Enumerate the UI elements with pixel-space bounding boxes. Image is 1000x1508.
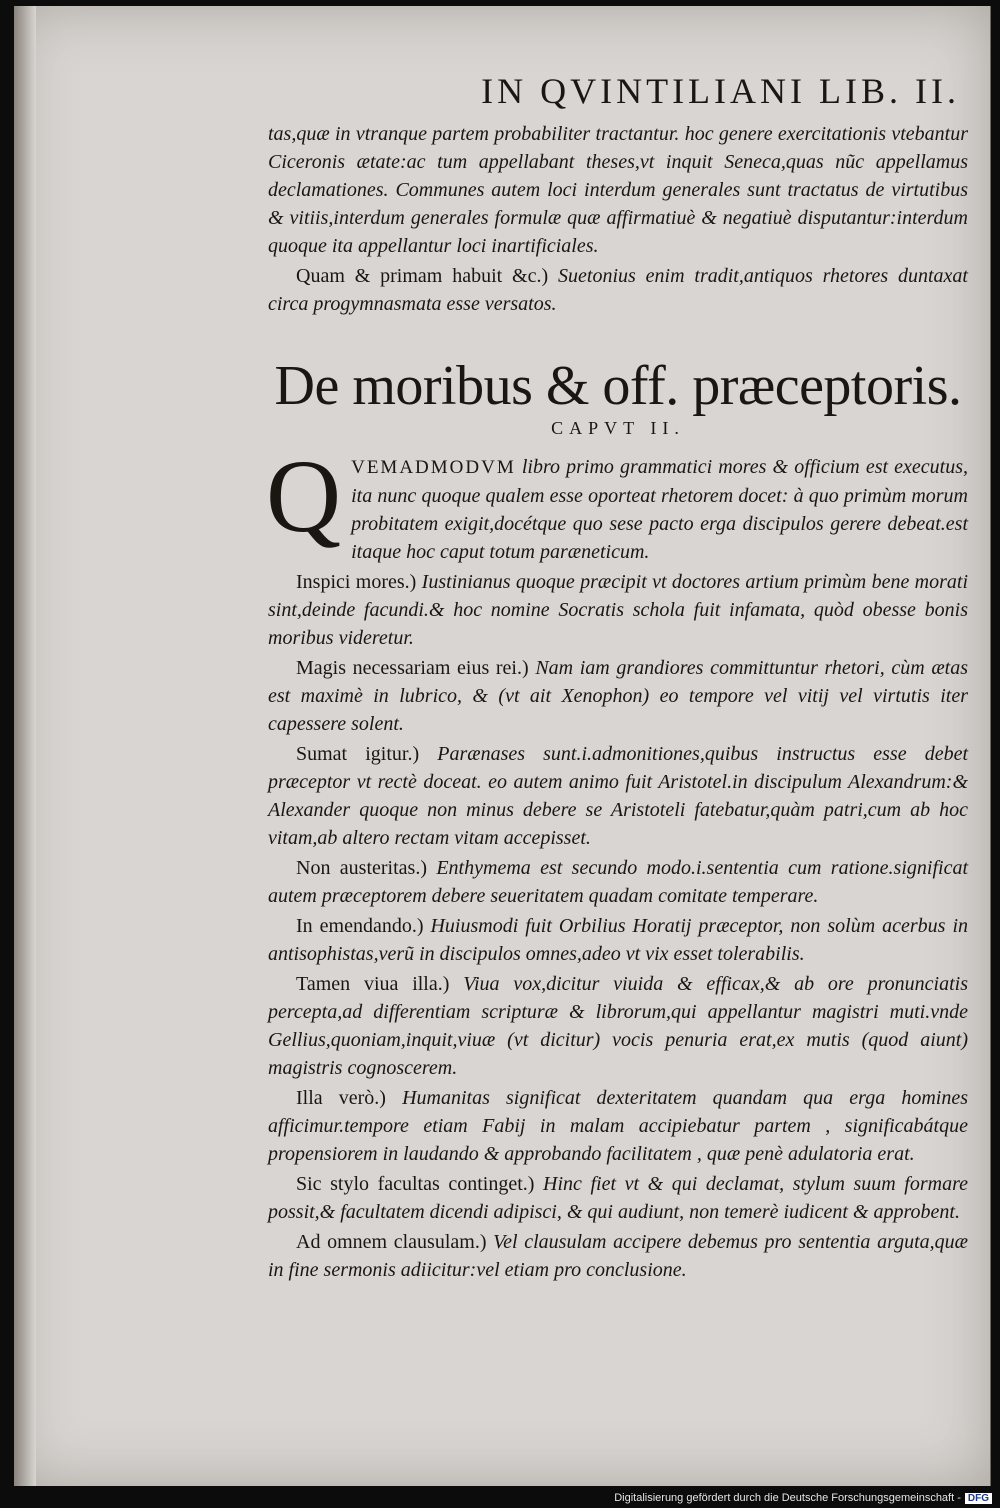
top-paragraph (268, 120, 968, 260)
note-text: Suetonius enim tradit,antiquos rhetores duntaxat circa progymnasmata esse versatos. (268, 265, 968, 315)
note-lemma: Tamen viua illa.) (296, 973, 450, 995)
commentary-note (268, 654, 968, 738)
chapter-opening (266, 439, 969, 566)
commentary-notes (268, 568, 968, 1284)
note-lemma: Magis necessariam eius rei.) (296, 657, 529, 679)
note-text: Hinc fiet vt & qui declamat, stylum suum formare possit,& facultatem dicendi adipisci, & qui audiunt, non temerè iudicent & approbent. (268, 1173, 968, 1223)
opening-smallcaps: VEMADMODVM (351, 457, 516, 478)
chapter-title: De moribus & off. præceptoris. (274, 355, 962, 417)
commentary-note (268, 912, 968, 968)
note-text: Vel clausulam accipere debemus pro sententia arguta,quæ in fine sermonis adiicitur:vel etiam pro conclusione. (268, 1231, 969, 1281)
chapter-subtitle: CAPVT II. (551, 418, 685, 438)
page-content (268, 70, 968, 1284)
note-lemma: Illa verò.) (296, 1087, 386, 1109)
top-note (268, 262, 968, 318)
note-lemma: In emendando.) (296, 915, 424, 937)
running-head: IN QVINTILIANI LIB. II. (481, 71, 960, 111)
note-text: Humanitas significat dexteritatem quandam qua erga homines afficimur.tempore etiam Fabij in malam accipiebatur partem , significabátque propensiorem in laudando & approbando facilitatem , quæ penè adulatoria erat. (268, 1087, 968, 1165)
digitization-credit (614, 1492, 992, 1504)
page-gutter (14, 6, 36, 1486)
commentary-note (268, 970, 968, 1082)
commentary-note (268, 1170, 968, 1226)
note-text: Parænases sunt.i.admonitiones,quibus instructus esse debet præceptor vt rectè doceat. eo autem animo fuit Aristotel.in discipulum Alexandrum:& Alexander quoque non minus debere se Aristoteli fatebatur,quàm patri,cum ab hoc vitam,ab altero rectam vitam accepisset. (268, 743, 969, 849)
commentary-note (268, 740, 968, 852)
commentary-note (268, 568, 968, 652)
commentary-note (268, 1084, 968, 1168)
note-lemma: Ad omnem clausulam.) (296, 1231, 487, 1253)
note-lemma: Inspici mores.) (296, 571, 417, 593)
note-text: Nam iam grandiores committuntur rhetori, cùm ætas est maximè in lubrico, & (vt ait Xenophon) eo tempore vel vitij vel virtutis iter capessere solent. (268, 657, 969, 735)
top-paragraph-text: tas,quæ in vtranque partem probabiliter tractantur. hoc genere exercitationis vtebantur Ciceronis ætate:ac tum appellabant theses,vt inquit Seneca,quas nũc appellamus declamationes. Communes autem loci interdum generales sunt tractatus de virtutibus & vitiis,interdum generales formulæ quæ affirmatiuè & negatiuè disputantur:interdum quoque ita appellantur loci inartificiales. (268, 123, 968, 257)
dfg-logo: DFG (965, 1493, 992, 1504)
note-text: Huiusmodi fuit Orbilius Horatij præceptor, non solùm acerbus in antisophistas,verũ in discipulos omnes,adeo vt vix esset tolerabilis. (268, 915, 968, 965)
note-lemma: Non austeritas.) (296, 857, 427, 879)
note-lemma: Sumat igitur.) (296, 743, 420, 765)
note-text: Enthymema est secundo modo.i.sententia cum ratione.significat autem præceptorem debere seueritatem quadam comitate temperare. (268, 857, 968, 907)
note-text: Viua vox,dicitur viuida & efficax,& ab ore pronunciatis percepta,ad differentiam scripturæ & librorum,qui appellantur magistri muti.vnde Gellius,quoniam,inquit,viuæ (vt dicitur) vocis penuria erat,ex mutis (quod aiunt) magistris cognoscerem. (268, 973, 968, 1079)
commentary-note (268, 854, 968, 910)
opening-text: libro primo grammatici mores & officium est executus, ita nunc quoque qualem esse oporteat rhetorem docet: à quo primùm morum probitatem exigit,docétque quo sese pacto erga discipulos gerere debeat.est itaque hoc caput totum paræneticum. (351, 456, 969, 563)
credit-text: Digitalisierung gefördert durch die Deutsche Forschungsgemeinschaft - (614, 1492, 961, 1504)
drop-cap: Q (266, 439, 342, 554)
note-lemma: Quam & primam habuit &c.) (296, 265, 549, 287)
commentary-note (268, 1228, 968, 1284)
note-text: Iustinianus quoque præcipit vt doctores artium primùm bene morati sint,deinde facundi.& hoc nomine Socratis schola fuit infamata, quòd obesse bonis moribus videretur. (268, 571, 969, 649)
note-lemma: Sic stylo facultas continget.) (296, 1173, 535, 1195)
